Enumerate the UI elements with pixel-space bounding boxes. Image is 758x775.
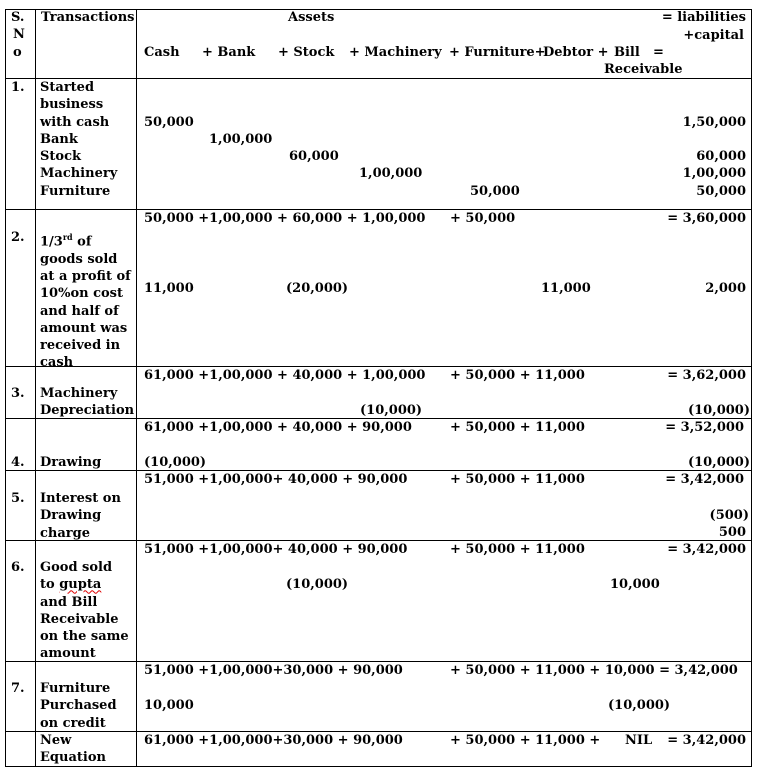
equation-total-rhs: = 3,52,000 <box>665 420 744 435</box>
desc-text: Good sold to <box>40 560 113 593</box>
equation-total: 61,000 +1,00,000+30,000 + 90,000 <box>144 733 403 748</box>
transaction-description: Furniture Purchased on credit <box>40 681 117 731</box>
capital-value: (10,000) <box>687 455 750 470</box>
transaction-description <box>40 559 130 663</box>
equation-total: + 50,000 + 11,000 <box>450 368 585 383</box>
header-assets: Assets <box>288 10 335 25</box>
equation-total: + 50,000 + 11,000 + <box>450 733 601 748</box>
equation-total: 61,000 +1,00,000 + 40,000 + 1,00,000 <box>144 368 426 383</box>
bill-receivable-value: (10,000) <box>608 698 671 713</box>
row-number: 6. <box>11 560 25 575</box>
header-transactions: Transactions <box>41 10 135 25</box>
header-cash: Cash <box>144 45 180 60</box>
cash-value: 11,000 <box>144 281 194 296</box>
desc-text: and Bill Receivable on the same amount <box>40 594 129 662</box>
cash-value: 10,000 <box>144 698 194 713</box>
machinery-value: (10,000) <box>360 403 423 418</box>
header-bill: Bill <box>614 45 640 60</box>
cash-value: (10,000) <box>144 455 207 470</box>
equation-total: + 50,000 + 11,000 <box>450 472 585 487</box>
capital-value: 50,000 <box>696 184 746 199</box>
transaction-description: Interest on Drawing charge <box>40 491 121 541</box>
furniture-value: 50,000 <box>470 184 520 199</box>
col-divider <box>5 9 6 767</box>
col-divider <box>136 9 137 767</box>
machinery-value: 1,00,000 <box>359 166 423 181</box>
equation-total: 51,000 +1,00,000+30,000 + 90,000 <box>144 663 403 678</box>
desc-text: of goods sold at a profit of 10%on cost and half of amount was received in cash <box>40 234 131 371</box>
col-divider <box>35 9 36 767</box>
capital-value: 60,000 <box>696 149 746 164</box>
header-sno: S. <box>11 10 25 25</box>
capital-value: 2,000 <box>705 281 746 296</box>
stock-value: (20,000) <box>286 281 349 296</box>
equation-total: + 50,000 + 11,000 + 10,000 = 3,42,000 <box>450 663 738 678</box>
header-liabilities: = liabilities <box>661 10 746 25</box>
capital-value: (500) <box>709 508 749 523</box>
equation-total: 61,000 +1,00,000 + 40,000 + 90,000 <box>144 420 412 435</box>
row-number: 2. <box>11 230 25 245</box>
header-furniture: + Furniture+ <box>449 45 546 60</box>
row-number: 3. <box>11 386 25 401</box>
equation-total-rhs: = 3,62,000 <box>667 368 746 383</box>
transaction-description: Machinery Depreciation <box>40 386 135 419</box>
col-divider <box>751 9 752 767</box>
cash-value: 50,000 <box>144 115 194 130</box>
header-sno: N <box>13 27 25 42</box>
equation-total-rhs: = 3,42,000 <box>665 472 744 487</box>
capital-value: (10,000) <box>687 403 750 418</box>
stock-value: (10,000) <box>286 577 349 592</box>
equation-total: + 50,000 + 11,000 <box>450 542 585 557</box>
equation-total-rhs: = 3,42,000 <box>667 733 746 748</box>
row-number: 5. <box>11 491 25 506</box>
capital-value: 1,50,000 <box>682 115 746 130</box>
bank-value: 1,00,000 <box>209 132 273 147</box>
equation-total-rhs: = 3,42,000 <box>667 542 746 557</box>
equation-total-rhs: = 3,60,000 <box>667 211 746 226</box>
stock-value: 60,000 <box>289 149 339 164</box>
capital-value: 500 <box>718 525 746 540</box>
header-sno: o <box>13 45 22 60</box>
header-debtor: Debtor + <box>543 45 609 60</box>
bill-receivable-value: NIL <box>625 733 653 748</box>
equation-total: 51,000 +1,00,000+ 40,000 + 90,000 <box>144 472 408 487</box>
header-stock: + Stock <box>278 45 335 60</box>
bill-receivable-value: 10,000 <box>610 577 660 592</box>
transaction-description <box>40 229 132 372</box>
capital-value: 1,00,000 <box>682 166 746 181</box>
row-number: 1. <box>11 80 25 95</box>
equation-total: 51,000 +1,00,000+ 40,000 + 90,000 <box>144 542 408 557</box>
debtor-value: 11,000 <box>541 281 591 296</box>
transaction-description: New Equation <box>40 733 106 766</box>
row-number: 4. <box>11 455 25 470</box>
transaction-description: Started business with cash Bank Stock Machinery Furniture <box>40 80 118 199</box>
row-number: 7. <box>11 681 25 696</box>
desc-name: gupta <box>59 577 102 593</box>
header-receivable: Receivable <box>604 62 683 77</box>
header-equals: = <box>653 45 664 60</box>
transaction-description: Drawing <box>40 455 102 470</box>
header-machinery: + Machinery <box>349 45 442 60</box>
equation-total: + 50,000 <box>450 211 516 226</box>
desc-text: 1/3 <box>40 234 63 250</box>
equation-total: + 50,000 + 11,000 <box>450 420 585 435</box>
header-bank: + Bank <box>202 45 256 60</box>
header-capital: +capital <box>683 28 744 43</box>
desc-superscript: rd <box>62 232 73 242</box>
equation-total: 50,000 +1,00,000 + 60,000 + 1,00,000 <box>144 211 426 226</box>
